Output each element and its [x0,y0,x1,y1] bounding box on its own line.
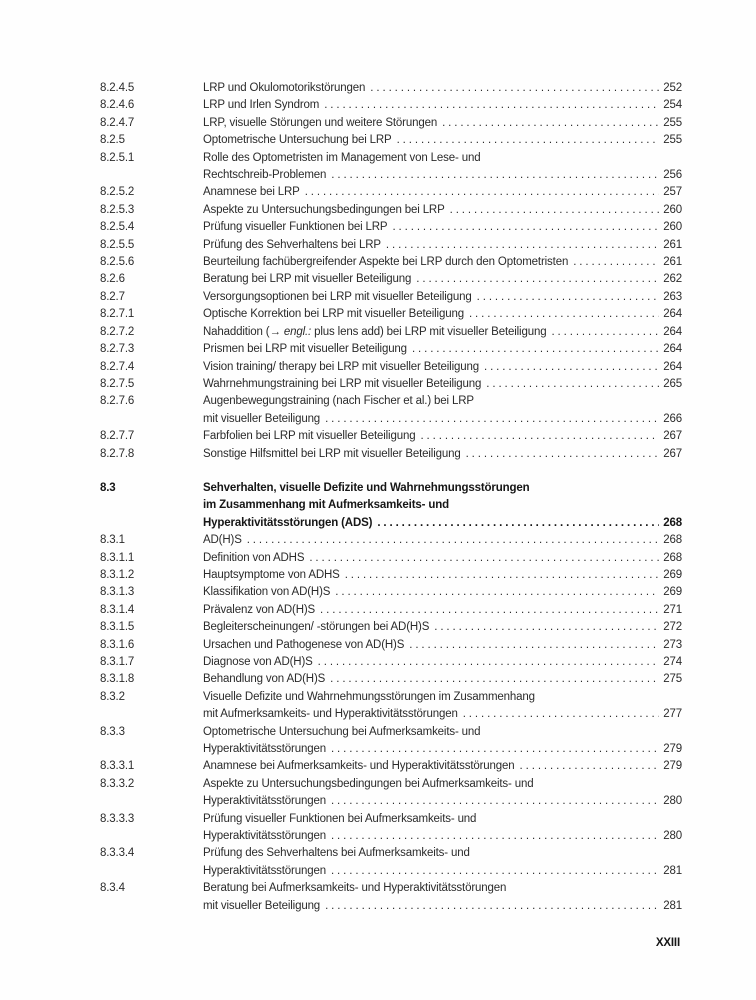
toc-entry-line-last [203,341,682,358]
toc-entry-text: Prismen bei LRP mit visueller Beteiligung [203,343,407,356]
toc-entry-line-last [203,132,682,149]
toc-entry [100,428,682,445]
dot-leader [463,706,660,723]
toc-entry-title [203,602,682,619]
toc-entry-line-last [203,167,682,184]
toc-entry-line [203,150,682,167]
toc-entry [100,115,682,132]
toc-entry-number: 8.3.1.3 [100,586,135,599]
toc-entry [100,532,682,549]
toc-entry-text-italic: engl.: [283,325,312,338]
toc-entry-text: LRP, visuelle Störungen und weitere Störungen [203,116,438,129]
toc-entry-title [203,324,682,341]
toc-entry-page: 268 [663,551,682,564]
dot-leader [486,376,659,393]
toc-entry-page: 280 [663,795,682,808]
toc-entry-text: Diagnose von AD(H)S [203,656,313,668]
dot-leader [412,341,659,358]
toc-entry-page: 271 [663,603,682,616]
toc-entry [100,654,682,671]
toc-entry-number: 8.2.4.7 [100,116,135,129]
toc-entry-text: LRP und Okulomotorikstörungen [203,82,366,94]
toc-entry-number: 8.2.5.5 [100,238,135,251]
toc-entry [100,619,682,636]
toc-entry-text: Anamnese bei LRP [203,186,300,199]
toc-entry-line-last [203,654,682,671]
toc-entry-text: Rechtschreib-Problemen [203,169,327,182]
toc-entry-number: 8.3.1.6 [100,638,135,651]
toc-entry-title [203,202,682,219]
dot-leader [370,80,659,97]
toc-entry-line-last [203,567,682,584]
toc-entry-text [203,324,546,341]
toc-entry-title [203,237,682,254]
toc-entry-line-last [203,271,682,288]
toc-entry-line [203,689,682,706]
toc-entry-number: 8.2.4.6 [100,99,135,112]
toc-entry-line-last [203,306,682,323]
toc-entry-number: 8.2.7 [100,290,125,303]
toc-entry-title [203,811,682,846]
toc-entry-line-last [203,550,682,567]
toc-entry-page: 266 [663,412,682,425]
toc-entry-title [203,654,682,671]
toc-entry-number: 8.2.7.4 [100,360,135,373]
toc-entry-line-last [203,584,682,601]
toc-entry-line-last [203,828,682,845]
toc-entry-text: Prüfung visueller Funktionen bei Aufmerksamkeits- und [203,812,477,825]
toc-entry-title [203,254,682,271]
toc-entry-text: Prüfung visueller Funktionen bei LRP [203,221,388,234]
toc-entry-number: 8.2.5.6 [100,256,135,269]
toc-entry-title [203,132,682,149]
toc-entry-text: Visuelle Defizite und Wahrnehmungsstörungen im Zusammenhang [203,690,535,703]
toc-entry-text: Hyperaktivitätsstörungen [203,795,326,808]
toc-entry [100,202,682,219]
toc-entry-title [203,724,682,759]
dot-leader [320,602,659,619]
toc-entry [100,567,682,584]
toc-entry-text: Beurteilung fachübergreifender Aspekte bei LRP durch den Optometristen [203,256,569,269]
toc-entry-number: 8.3.1.2 [100,568,135,581]
toc-entry [100,550,682,567]
toc-entry-text: Prävalenz von AD(H)S [203,603,316,616]
toc-entry-page: 281 [663,864,682,877]
dot-leader [397,132,660,149]
toc-entry-page: 279 [663,760,682,773]
toc-entry-page: 267 [663,447,682,460]
toc-entry-number: 8.2.5.3 [100,203,135,216]
toc-entry-text: AD(H)S [203,534,242,547]
toc-entry-line [203,480,682,497]
toc-entry-number: 8.3.3.2 [100,777,135,790]
toc-entry [100,289,682,306]
toc-entry-line-last [203,793,682,810]
toc-entry-number: 8.2.7.8 [100,447,135,460]
toc-entry-page: 265 [663,377,682,390]
toc-entry-text: Aspekte zu Untersuchungsbedingungen bei LRP [203,203,445,216]
toc-entry-number: 8.3.1.5 [100,621,135,634]
toc-entry [100,689,682,724]
toc-entry-text: mit visueller Beteiligung [203,412,321,425]
toc-entry-title [203,584,682,601]
dot-leader [324,97,659,114]
toc-entry-number: 8.2.7.5 [100,377,135,390]
toc-entry-page: 274 [663,656,682,668]
toc-entry [100,671,682,688]
dot-leader [466,446,660,463]
toc-entry-title [203,376,682,393]
dot-leader [247,532,660,549]
dot-leader [325,411,659,428]
dot-leader [331,741,659,758]
page-folio: XXIII [655,937,680,949]
toc-entry-line-last [203,619,682,636]
toc-entry-text: Wahrnehmungstraining bei LRP mit visueller Beteiligung [203,377,482,390]
toc-entry [100,758,682,775]
toc-entry-text: Ursachen und Pathogenese von AD(H)S [203,638,405,651]
toc-entry-page: 264 [663,360,682,373]
toc-entry-page: 272 [663,621,682,634]
toc-entry-line-last [203,446,682,463]
toc-entry-number: 8.2.7.6 [100,395,135,408]
toc-entry-title [203,550,682,567]
toc-entry-number: 8.3.4 [100,882,125,895]
dot-leader [318,654,660,671]
toc-entry-page: 263 [663,290,682,303]
toc-entry-line-last [203,741,682,758]
dot-leader [331,828,659,845]
toc-entry-title [203,671,682,688]
dot-leader [331,863,659,880]
toc-entry-title [203,880,682,915]
toc-entry-title [203,758,682,775]
dot-leader [392,219,659,236]
dot-leader [305,184,660,201]
toc-entry-page: 257 [663,186,682,199]
toc-entry-number: 8.3.2 [100,690,125,703]
toc-entry-number: 8.3.1 [100,534,125,547]
toc-entry-page: 268 [663,516,682,529]
dot-leader [469,306,659,323]
toc-entry [100,637,682,654]
toc-entry-text: Prüfung des Sehverhaltens bei Aufmerksamkeits- und [203,847,470,860]
toc-entry [100,97,682,114]
toc-entry-text: Optometrische Untersuchung bei LRP [203,134,392,147]
toc-entry-text: Klassifikation von AD(H)S [203,586,331,599]
toc-entry-line [203,776,682,793]
toc-entry-text: Hyperaktivitätsstörungen (ADS) [203,516,373,529]
dot-leader [551,324,659,341]
toc-entry-page: 254 [663,99,682,112]
toc-entry-text: Behandlung von AD(H)S [203,673,326,686]
toc-entry [100,811,682,846]
toc-entry-line-last [203,532,682,549]
toc-entry-line [203,811,682,828]
dot-leader [434,619,659,636]
dot-leader [573,254,659,271]
toc-entry-line [203,845,682,862]
toc-entry-page: 273 [663,638,682,651]
toc-entry-text-segment: plus lens add) bei LRP mit visueller Beteiligung [311,325,547,338]
toc-entry [100,724,682,759]
toc-entry-page: 267 [663,430,682,443]
toc-entry-title [203,97,682,114]
dot-leader [330,671,659,688]
toc-entry-title [203,845,682,880]
toc-entry-text: Optische Korrektion bei LRP mit visueller Beteiligung [203,308,464,321]
toc-entry-text-segment: Nahaddition (→ [203,325,284,338]
toc-entry-title [203,184,682,201]
toc-entry-number: 8.2.5.1 [100,151,135,164]
dot-leader [386,237,659,254]
toc-entry-page: 264 [663,308,682,321]
toc-entry-number: 8.2.5 [100,134,125,147]
toc-entry-title [203,567,682,584]
dot-leader [420,428,659,445]
dot-leader [442,115,659,132]
toc-entry-page: 260 [663,221,682,234]
toc-entry-number: 8.3.1.4 [100,603,135,616]
toc-entry-page: 252 [663,82,682,94]
toc-entry-line-last [203,254,682,271]
toc-entry-line-last [203,863,682,880]
toc-entry-text: Sonstige Hilfsmittel bei LRP mit visueller Beteiligung [203,447,461,460]
toc-entry-number: 8.3.1.8 [100,673,135,686]
toc-entry [100,254,682,271]
dot-leader [335,584,659,601]
toc-entry-number: 8.3.3 [100,725,125,738]
toc-entry-page: 264 [663,325,682,338]
toc-entry-title [203,480,682,532]
toc-entry-line-last [203,219,682,236]
toc-entry-page: 255 [663,134,682,147]
toc-entry [100,359,682,376]
toc-entry-page: 279 [663,743,682,756]
toc-entry-title [203,689,682,724]
toc-entry-text: mit Aufmerksamkeits- und Hyperaktivitätsstörungen [203,708,458,721]
toc-entry-line [203,724,682,741]
toc-entry-page: 264 [663,343,682,356]
toc-entry-page: 277 [663,708,682,721]
toc-entry-text: Definition von ADHS [203,551,305,564]
toc-entry-text: mit visueller Beteiligung [203,899,321,912]
toc-entry-line-last [203,237,682,254]
toc-entry-page: 268 [663,534,682,547]
toc-entry-line-last [203,637,682,654]
toc-list [100,80,682,915]
toc-entry [100,237,682,254]
toc-entry-text: Hyperaktivitätsstörungen [203,830,326,843]
toc-entry-text: Prüfung des Sehverhaltens bei LRP [203,238,381,251]
toc-entry-line-last [203,411,682,428]
toc-entry-page: 269 [663,568,682,581]
toc-entry-text: im Zusammenhang mit Aufmerksamkeits- und [203,499,449,512]
toc-entry-line [203,880,682,897]
toc-entry [100,219,682,236]
toc-entry-text: Vision training/ therapy bei LRP mit visueller Beteiligung [203,360,479,373]
toc-entry-line [203,497,682,514]
toc-entry-text: Optometrische Untersuchung bei Aufmerksamkeits- und [203,725,481,738]
toc-entry [100,184,682,201]
toc-entry-line-last [203,898,682,915]
toc-entry-number: 8.2.5.2 [100,186,135,199]
toc-entry-line-last [203,515,682,532]
toc-entry [100,602,682,619]
toc-entry-line-last [203,706,682,723]
toc-entry-text: Beratung bei LRP mit visueller Beteiligung [203,273,412,286]
toc-entry-text: Augenbewegungstraining (nach Fischer et al.) bei LRP [203,395,474,408]
toc-entry [100,376,682,393]
toc-entry-line-last [203,115,682,132]
toc-entry-number: 8.3.1.1 [100,551,135,564]
toc-entry-title [203,532,682,549]
toc-entry-page: 262 [663,273,682,286]
toc-entry-title [203,619,682,636]
toc-entry [100,880,682,915]
toc-entry-title [203,428,682,445]
toc-entry-line-last [203,202,682,219]
toc-entry-number: 8.2.6 [100,273,125,286]
toc-entry-number: 8.3.3.4 [100,847,135,860]
toc-entry-title [203,289,682,306]
dot-leader [477,289,660,306]
toc-entry-title [203,80,682,97]
toc-entry [100,341,682,358]
toc-entry-page: 260 [663,203,682,216]
toc-entry-line-last [203,376,682,393]
dot-leader [331,793,659,810]
toc-entry-text: Sehverhalten, visuelle Defizite und Wahrnehmungsstörungen [203,481,530,494]
toc-entry [100,306,682,323]
toc-entry-number: 8.2.5.4 [100,221,135,234]
dot-leader [325,898,659,915]
dot-leader [484,359,659,376]
toc-entry-number: 8.2.7.3 [100,343,135,356]
toc-entry-title [203,306,682,323]
toc-entry-title [203,776,682,811]
dot-leader [377,515,659,532]
toc-entry-page: 261 [663,238,682,251]
toc-entry-text: Hyperaktivitätsstörungen [203,743,326,756]
toc-entry [100,446,682,463]
toc-entry [100,150,682,185]
toc-entry-number: 8.3.1.7 [100,656,135,668]
toc-entry-text: Hyperaktivitätsstörungen [203,864,326,877]
toc-entry-line-last [203,80,682,97]
dot-leader [309,550,659,567]
toc-entry-title [203,393,682,428]
toc-entry-text: Beratung bei Aufmerksamkeits- und Hyperaktivitätsstörungen [203,882,507,895]
toc-entry-text: Hauptsymptome von ADHS [203,568,340,581]
toc-entry [100,132,682,149]
toc-entry-number: 8.2.4.5 [100,82,135,94]
toc-entry [100,393,682,428]
toc-entry-line-last [203,289,682,306]
dot-leader [331,167,659,184]
toc-entry-number: 8.3.3.1 [100,760,135,773]
toc-entry-number: 8.2.7.2 [100,325,135,338]
toc-entry [100,324,682,341]
toc-entry-title [203,341,682,358]
toc-entry-page: 261 [663,256,682,269]
toc-entry-text: Anamnese bei Aufmerksamkeits- und Hyperaktivitätsstörungen [203,760,515,773]
toc-entry-page: 269 [663,586,682,599]
toc-entry-text: Versorgungsoptionen bei LRP mit visueller Beteiligung [203,290,472,303]
toc-entry-title [203,271,682,288]
toc-entry-line-last [203,758,682,775]
toc-entry-title [203,637,682,654]
toc-entry [100,480,682,532]
toc-entry [100,584,682,601]
toc-entry-number: 8.2.7.7 [100,430,135,443]
toc-entry-line-last [203,184,682,201]
toc-entry-title [203,219,682,236]
toc-entry-text: Farbfolien bei LRP mit visueller Beteiligung [203,430,416,443]
toc-entry-title [203,446,682,463]
toc-entry-line-last [203,324,682,341]
toc-entry-title [203,150,682,185]
toc-entry-line-last [203,602,682,619]
dot-leader [409,637,659,654]
toc-entry-page: 275 [663,673,682,686]
toc-entry-text: Begleiterscheinungen/ -störungen bei AD(H)S [203,621,430,634]
toc-entry-title [203,359,682,376]
dot-leader [520,758,660,775]
toc-entry [100,845,682,880]
toc-entry [100,271,682,288]
toc-entry-line-last [203,671,682,688]
toc-entry-page: 281 [663,899,682,912]
toc-entry-line-last [203,97,682,114]
toc-entry-text: Rolle des Optometristen im Management von Lese- und [203,151,481,164]
toc-entry-page: 256 [663,169,682,182]
dot-leader [416,271,659,288]
toc-entry-page: 255 [663,116,682,129]
toc-entry-line [203,393,682,410]
dot-leader [345,567,660,584]
toc-entry-number: 8.3 [100,481,116,494]
toc-entry-number: 8.2.7.1 [100,308,135,321]
toc-entry [100,776,682,811]
toc-entry-line-last [203,359,682,376]
dot-leader [450,202,660,219]
toc-entry-text: Aspekte zu Untersuchungsbedingungen bei Aufmerksamkeits- und [203,777,534,790]
toc-entry [100,80,682,97]
toc-entry-page: 280 [663,830,682,843]
toc-entry-line-last [203,428,682,445]
toc-entry-text: LRP und Irlen Syndrom [203,99,320,112]
toc-entry-number: 8.3.3.3 [100,812,135,825]
toc-entry-title [203,115,682,132]
